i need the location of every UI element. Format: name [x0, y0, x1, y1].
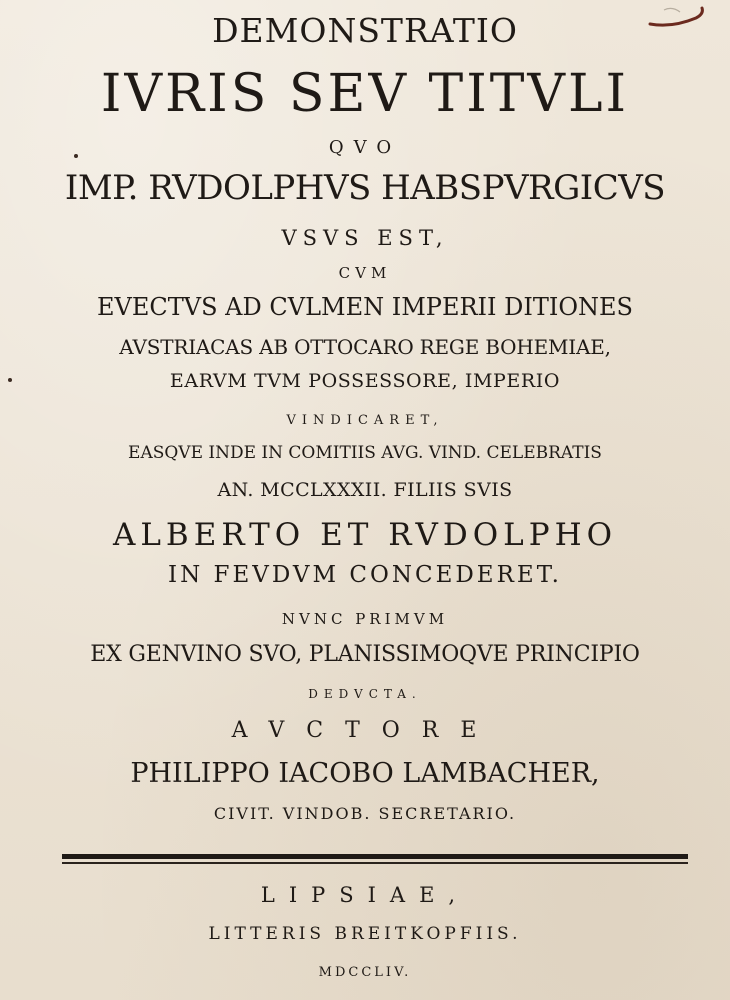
title-line-anno: AN. MCCLXXXII. FILIIS SVIS — [217, 479, 513, 501]
author-office: CIVIT. VINDOB. SECRETARIO. — [213, 804, 517, 823]
title-line-alberto: ALBERTO ET RVDOLPHO — [112, 517, 618, 553]
title-line-easqve: EASQVE INDE IN COMITIIS AVG. VIND. CELEBRATIS — [128, 443, 602, 463]
title-line-evectvs: EVECTVS AD CVLMEN IMPERII DITIONES — [97, 293, 633, 321]
title-line-demonstratio: DEMONSTRATIO — [212, 11, 518, 50]
title-line-cvm: CVM — [338, 264, 392, 282]
title-line-vindicaret: VINDICARET, — [286, 413, 444, 428]
author-name: PHILIPPO IACOBO LAMBACHER, — [130, 758, 600, 789]
title-line-in-fevdvm: IN FEVDVM CONCEDERET. — [168, 562, 562, 588]
imprint-year: MDCCLIV. — [318, 965, 412, 980]
title-line-qvo: QVO — [328, 137, 402, 158]
title-line-ex-genvino: EX GENVINO SVO, PLANISSIMOQVE PRINCIPIO — [90, 642, 640, 667]
title-line-ivris: IVRIS SEV TITVLI — [100, 64, 630, 124]
imprint-printer: LITTERIS BREITKOPFIIS. — [208, 924, 522, 944]
title-line-nvnc-primvm: NVNC PRIMVM — [281, 610, 449, 628]
title-line-avctore: AVCTORE — [231, 718, 499, 743]
title-line-earvm: EARVM TVM POSSESSORE, IMPERIO — [169, 370, 561, 392]
title-line-rudolphus: IMP. RVDOLPHVS HABSPVRGICVS — [64, 168, 666, 208]
title-line-vsvs-est: VSVS EST, — [281, 226, 449, 250]
double-rule-divider — [62, 854, 688, 864]
title-line-avstriacas: AVSTRIACAS AB OTTOCARO REGE BOHEMIAE, — [119, 335, 611, 359]
title-line-dedvcta: DEDVCTA. — [308, 687, 422, 701]
imprint-place: LIPSIAE, — [260, 883, 470, 907]
